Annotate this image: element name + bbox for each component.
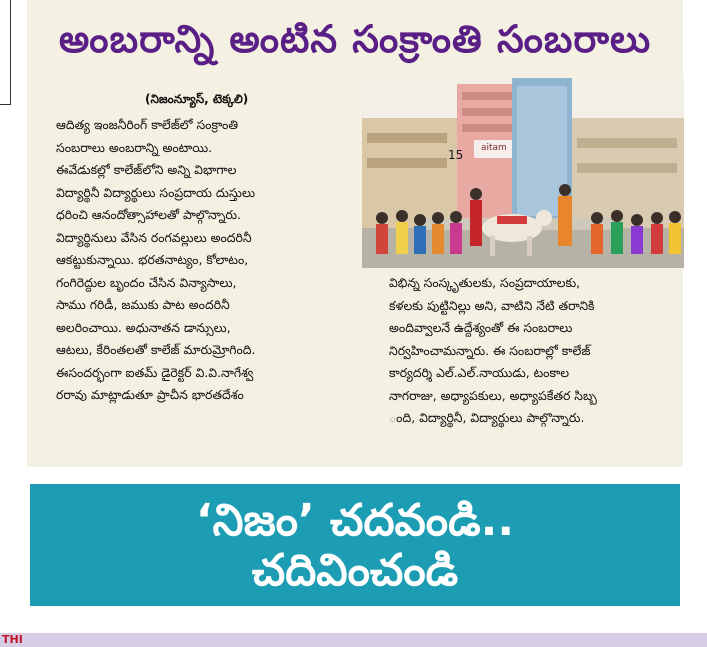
body-line: ఆకట్టుకున్నాయి. భరతనాట్యం, కోలాటం, (56, 252, 249, 267)
article-body-right-column (389, 272, 685, 430)
body-line: అలరించాయి. అధునాతన డాన్సులు, (56, 319, 231, 335)
body-line: నాగరాజు, అధ్యాపకులు, అధ్యాపకేతర సిబ్బ (389, 387, 597, 403)
article-photo (362, 78, 684, 268)
photo-caption-number: 15 (448, 148, 464, 162)
body-line: ధరించి ఆనందోత్సాహాలతో పాల్గొన్నారు. (56, 207, 241, 222)
article-body-left-column (56, 114, 376, 407)
article-headline: అంబరాన్ని అంటిన సంక్రాంతి సంబరాలు (58, 17, 652, 61)
body-line: రరావు మాట్లాడుతూ ప్రాచీన భారతదేశం (56, 387, 244, 402)
body-line: ఈవేడుకల్లో కాలేజ్‌లోని అన్ని విభాగాల (56, 162, 237, 177)
body-line: విభిన్న సంస్కృతులకు, సంప్రదాయాలకు, (389, 275, 581, 290)
adjacent-section-strip (0, 633, 707, 647)
body-line: ఆదిత్య ఇంజనీరింగ్ కాలేజ్‌లో సంక్రాంతి (56, 117, 239, 132)
building-sign: aitam (481, 143, 507, 153)
body-line: ఆటలు, కేరింతలతో కాలేజ్ మారుమ్రోగింది. (56, 342, 256, 357)
body-line: ఈసందర్భంగా ఐతమ్ డైరెక్టర్ వి.వి.నాగేశ్వ (56, 364, 254, 380)
body-line: కార్యదర్శి ఎల్.ఎల్.నాయుడు, టంకాల (389, 365, 569, 380)
body-line: విద్యార్థినీ విద్యార్థులు సంప్రదాయ దుస్తులు (56, 184, 256, 200)
body-line: అందివ్వాలనే ఉద్దేశ్యంతో ఈ సంబరాలు (389, 320, 573, 335)
body-line: సాము గరిడీ, జముకు పాట అందరినీ (56, 297, 230, 312)
body-line: గంగిరెద్దుల బృందం చేసిన విన్యాసాలు, (56, 274, 237, 290)
body-line: సంబరాలు అంబరాన్ని అంటాయి. (56, 139, 213, 155)
body-line: కళలకు పుట్టినిల్లు అని, వాటిని నేటి తరానికి (389, 297, 595, 313)
adjacent-article-edge (0, 0, 11, 105)
body-line: నిర్వహించామన్నారు. ఈ సంబరాల్లో కాలేజ్ (389, 342, 591, 358)
body-line: ంది, విద్యార్థినీ, విద్యార్థులు పాల్గొన్నారు. (389, 410, 585, 425)
promo-banner (30, 484, 680, 606)
article-dateline: (నిజంన్యూస్, టెక్కలి) (145, 92, 249, 106)
footer-fragment: THI (2, 633, 23, 646)
promo-line-share: చదివించండి (251, 545, 459, 596)
body-line: విద్యార్థినులు వేసిన రంగవల్లులు అందరినీ (56, 229, 252, 245)
promo-line-read: ‘నిజం’ చదవండి.. (195, 495, 515, 546)
